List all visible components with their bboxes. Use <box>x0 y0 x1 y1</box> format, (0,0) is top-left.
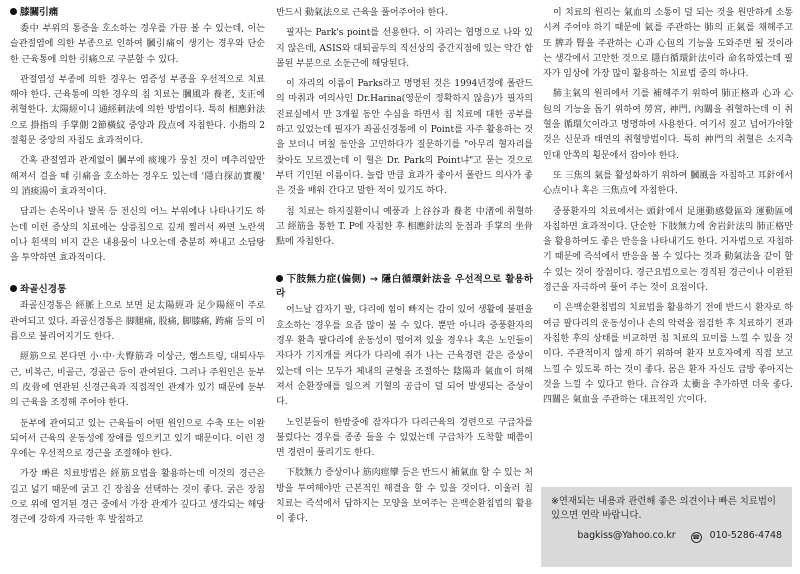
section-heading-sciatica: 좌골신경통 <box>10 283 265 297</box>
spacer <box>10 271 265 283</box>
paragraph: 이 치료의 원리는 氣血의 소통이 덜 되는 것을 원만하게 소통시켜 주어야 하기 때문에 氣를 주관하는 肺의 正氣를 채해주고 또 脾과 腎을 주관하는 心과 心包의 기능을 도와주면 될 것이라는 생각에서 고안한 것으로 隱白循環針法이라 命名하였는데 필자가 임상에 가장 많이 활용하는 치료법 중의 하나다. <box>543 8 793 80</box>
bullet-icon <box>276 275 283 282</box>
contact-line <box>551 529 782 543</box>
bullet-icon <box>10 285 17 292</box>
paragraph: 좌골신경통은 經脈上으로 보면 足太陽經과 足少陽經이 주로 관여되고 있다. 좌골신경통은 脚腿痛, 股痛, 脚膝痛, 跨痛 등의 이름으로 불리어지기도 한다. <box>10 301 265 343</box>
paragraph: 침 치료는 하지질환이니 예풍과 上谷谷과 養老 中渚에 취혈하고 經筋을 통한 T. P에 자침한 후 相應針法의 둔점과 手掌의 坐骨點에 자침한다. <box>276 206 533 248</box>
paragraph: 어느날 갑자기 팔, 다리에 힘이 빠지는 감이 있어 생활에 불편을 호소하는 경우를 요즘 많이 볼 수 있다. 뿐만 아니라 중풍환자의 경우 환측 팔다리에 운동성이 떨어져 있을 경우나 혹은 노인들이 자다가 기지개를 켜다가 다리에 쥐가 나는 근육경련 같은 증상이 있는데 이는 모두가 체내의 균형을 조절하는 陰陽과 氣血이 허해져서 순환장애를 일으켜 기혈의 공급이 덜 되어 발생되는 증상이다. <box>276 305 533 408</box>
paragraph: 담괴는 손목이나 발목 등 전신의 어느 부위에나 나타나기도 하는데 이런 증상의 치료에는 삼릉침으로 깊게 찔러서 짜면 노란색이나 흰색의 비지 같은 내용물이 나오는데 충분히 짜내고 소담탕을 투약하면 효과적이다. <box>10 207 265 264</box>
phone-number: 010-5286-4748 <box>709 530 782 541</box>
paragraph: 委中 부위의 통증을 호소하는 경우를 가끔 볼 수 있는데, 이는 슬관절염에 의한 부종으로 인하여 膕引痛이 생기는 경우와 단순한 근육통에 의한 引痛으로 구분할 수 있다. <box>10 24 265 65</box>
spacer <box>276 255 533 273</box>
column-2 <box>276 6 533 533</box>
contact-notice-box <box>541 487 792 567</box>
section-heading-lower-limb-weakness: 下肢無力症(偏側) → 隱白循環針法을 우선적으로 활용하라 <box>276 274 533 300</box>
paragraph: 肺主氣의 원리에서 기를 補해주기 위하여 肺正格과 心과 心包의 기능을 돕기 위하여 勞宮, 神門, 內關을 취혈하는데 이 취혈을 循環欠이라고 명명하여 사용한다. 여기서 짚고 넘어가야할 것은 신문과 태연의 취혈방법이다. 특히 神門의 취혈은 소지측 인대 안쪽의 횡문에서 잡아야 한다. <box>543 89 793 161</box>
phone-number-wrap <box>685 530 782 541</box>
paragraph: 經筋으로 본다면 小·中·大臀筋과 이상근, 햄스트링, 대퇴사두근, 비복근, 비골근, 경골근 등이 관여된다. 그러나 주원인은 둔부의 皮骨에 연관된 신경근육과 직접적인 관계가 있기 때문에 둔부의 근육을 조정해 주어야 한다. <box>10 352 265 409</box>
paragraph: 둔부에 관여되고 있는 근육들이 어떤 원인으로 수축 또는 이완되어서 근육의 운동성에 장애를 일으키고 있기 때문이다. 이런 경우에는 우선적으로 경근을 조절해야 한다. <box>10 418 265 460</box>
paragraph: 관절염성 부종에 의한 경우는 염증성 부종을 우선적으로 치료해야 한다. 근육통에 의한 경우의 침 치료는 膕風과 養老, 支正에 취혈한다. 太陽經이니 通經刺法에 의한 방법이다. 특히 相應針法으로 掛指의 手掌側 2節橫紋 중앙과 段点에 자침한다. 小指의 2절횡문 중앙의 자침도 효과적이다. <box>10 74 265 147</box>
paragraph: 이 은백순환침법의 치료법을 활용하기 전에 반드시 환자로 하여금 팔다리의 운동성이나 손의 악력을 점검한 후 치료하기 전과 자침한 후의 상태를 비교하면 침 치료의 묘미를 느낄 수 있을 것이다. 주관적이지 않게 하기 위하여 환자 보호자에게 직접 보고 느낄 수 있도록 하는 것이 좋다. 몸은 환자 자신도 급방 좋아지는 것을 느낄 수 있다고 한다. 合谷과 太衝을 추가하면 더욱 좋다. 四關은 氣血을 주관하는 대표적인 穴이다. <box>543 303 793 406</box>
paragraph: 중풍환자의 치료에서는 頭針에서 足運動感覺區와 運動區에 자침하면 효과적이다. 단순한 下肢無力에 舍岩針法의 肺正格만을 활용하여도 좋은 반응을 나타내기도 한다. 거자법으로 자침하기 때문에 즉석에서 반응을 볼 수 있다는 것과 動氣法을 같이 할 수 있는 것이 장점이다. 경근요법으로는 경직된 경근이나 이완된 경근을 자극하여 풀어 주는 것이 요점이다. <box>543 206 793 294</box>
column-1 <box>10 6 265 534</box>
paragraph: 간혹 관절염과 관계없이 膕부에 痰塊가 뭉친 것이 메추리알만해져서 걸을 때 引痛을 호소하는 경우도 있는데 '隱白探訪實覆' 의 消痰湯이 효과적이다. <box>10 156 265 197</box>
paragraph: 노인분들이 한밤중에 잠자다가 다리근육의 경련으로 구급차를 불렀다는 경우를 종종 들을 수 있었는데 구급차가 도착할 때쯤이면 경련이 풀리기도 한다. <box>276 417 533 459</box>
bullet-icon <box>10 8 17 15</box>
paragraph: 가장 빠른 치료방법은 經筋요법을 활용하는데 이것의 경근은 길고 넓기 때문에 굵고 긴 장침을 선택하는 것이 좋다. 굵은 장침으로 위에 열거된 경근 중에서 가장 관계가 깊다고 생각되는 해당 경근에 강하게 자극한 후 발침하고 <box>10 469 265 526</box>
phone-icon: ☎ <box>692 534 700 541</box>
email-link[interactable]: bagkiss@Yahoo.co.kr <box>577 530 676 541</box>
paragraph: 또 三焦의 氣를 활성화하기 위하여 膕風을 자침하고 耳針에서 心点이나 혹은 三焦点에 자침한다. <box>543 170 793 197</box>
section-heading-knee-pain: 膝關引痛 <box>10 6 265 20</box>
column-3 <box>543 6 793 413</box>
notice-message: ※연재되는 내용과 관련해 좋은 의견이나 빠른 치료법이 있으면 연락 바랍니다. <box>551 496 776 521</box>
paragraph: 下肢無力 증상이나 筋肉痙攣 등은 반드시 補氣血 할 수 있는 처방을 투여해야만 근본적인 해결을 할 수 있을 것이다. 이울러 침 치료는 즉석에서 답하지는 모양을 보여주는 은백순환침법의 활용이 좋다. <box>276 468 533 525</box>
paragraph: 이 자리의 이름이 Parks라고 명명된 것은 1994년경에 폴란드의 마취과 여의사인 Dr.Harina(영문이 정확하지 않음)가 필자의 진료실에서 만 3개월 동안 수심을 하면서 침 치료에 대한 공부를 하고 있었는데 필자가 좌골신경통에 이 Point를 자주 활용하는 것을 보더니 며칠 동안을 고민하다가 질문하기를 "아무리 혈자리를 찾아도 모르겠는데 이 혈은 Dr. Park의 Point냐"고 묻는 것으로부터 기인된 이름이다. 놀랍 만큼 효과가 좋아서 폴란드 의사가 좋은 것을 배워 간다고 말한 적이 있기도 하다. <box>276 79 533 197</box>
paragraph: 반드시 動氣法으로 근육을 풀어주어야 한다. <box>276 8 448 18</box>
paragraph: 필자는 Park's point를 선용한다. 이 자리는 협명으로 나와 있지 않은데, ASIS와 대퇴골두의 직선상의 중간지점에 있는 약간 함몰된 부분으로 소둔근에 해당된다. <box>276 28 533 69</box>
